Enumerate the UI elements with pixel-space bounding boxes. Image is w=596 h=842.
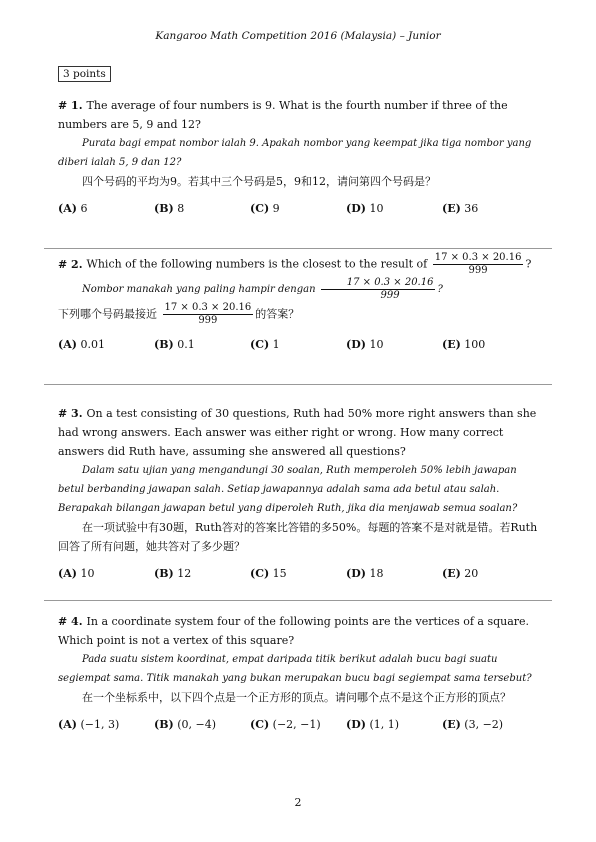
question-text-zh: 在一项试验中有30题，Ruth答对的答案比答错的多50%。每题的答案不是对就是错。若Ruth回答了所有问题，她共答对了多少题？: [58, 521, 538, 553]
option-a[interactable]: (A) 10: [58, 567, 95, 580]
answer-options: [58, 199, 538, 218]
divider: [44, 248, 552, 249]
question-number: # 1.: [58, 99, 83, 112]
answer-options: [58, 715, 538, 734]
question-2: # 2. Which of the following numbers is the closest to the result of $\frac{17 \times 0.3 \times 20.16}{999}$ ? Nombor manakah yang paling hampir dengan $\frac{17 \times 0.3 \times 20.16}{999}$ ? 下列哪个号码最接近 $\frac{17 \times 0.3 \times 20.16}{999}$ 的答案？ (A) 0.01 (B) 0.1 (C) 1 (D) 10 (E) 100: [58, 252, 548, 354]
option-d[interactable]: (D) (1, 1): [346, 718, 400, 731]
question-number: # 2.: [58, 257, 83, 271]
divider: [44, 384, 552, 385]
option-a[interactable]: (A) (−1, 3): [58, 718, 120, 731]
question-number: # 4.: [58, 615, 83, 628]
fraction-expression: $\frac{17 \times 0.3 \times 20.16}{999}$: [164, 302, 252, 326]
option-b[interactable]: (B) 8: [154, 202, 185, 215]
option-e[interactable]: (E) 36: [442, 202, 479, 215]
question-text-ms: Pada suatu sistem koordinat, empat daripada titik berikut adalah bucu bagi suatu segiempat sama. Titik manakah yang bukan merupakan bucu bagi segiempat sama tersebut?: [58, 654, 532, 684]
fraction-expression: $\frac{17 \times 0.3 \times 20.16}{999}$: [321, 277, 436, 302]
question-text-en: Which of the following numbers is the closest to the result of: [86, 257, 428, 271]
question-number: # 3.: [58, 407, 83, 420]
question-1: [58, 96, 538, 218]
question-text-zh: 下列哪个号码最接近 $\frac{17 \times 0.3 \times 20.16}{999}$ 的答案？: [58, 302, 300, 326]
answer-options: [58, 335, 548, 354]
question-text-zh: 在一个坐标系中，以下四个点是一个正方形的顶点。请问哪个点不是这个正方形的顶点？: [82, 691, 511, 704]
question-text-en: In a coordinate system four of the following points are the vertices of a square. Which point is not a vertex of this square?: [58, 615, 530, 647]
page-header: Kangaroo Math Competition 2016 (Malaysia) – Junior: [155, 30, 441, 42]
option-d[interactable]: (D) 18: [346, 567, 384, 580]
page-number: 2: [294, 796, 302, 809]
option-b[interactable]: (B) 12: [154, 567, 192, 580]
option-d[interactable]: (D) 10: [346, 338, 384, 351]
option-c[interactable]: (C) 1: [250, 338, 280, 351]
question-text-en: The average of four numbers is 9. What is the fourth number if three of the numbers are 5, 9 and 12?: [58, 99, 508, 131]
option-e[interactable]: (E) 20: [442, 567, 479, 580]
question-text-ms: Purata bagi empat nombor ialah 9. Apakah nombor yang keempat jika tiga nombor yang diberi ialah 5, 9 dan 12?: [58, 138, 532, 168]
option-c[interactable]: (C) 9: [250, 202, 280, 215]
option-b[interactable]: (B) (0, −4): [154, 718, 217, 731]
fraction-expression: $\frac{17 \times 0.3 \times 20.16}{999}$: [434, 252, 522, 276]
question-text-en: On a test consisting of 30 questions, Ruth had 50% more right answers than she had wrong answers. Each answer was either right or wrong. How many correct answers did Ruth have, assuming she answered all questions?: [58, 407, 537, 458]
question-4: [58, 612, 538, 734]
divider: [44, 600, 552, 601]
answer-options: [58, 564, 538, 583]
option-a[interactable]: (A) 0.01: [58, 338, 105, 351]
question-text-zh: 四个号码的平均为9。若其中三个号码是5，9和12，请问第四个号码是？: [82, 175, 436, 188]
question-text-ms: Nombor manakah yang paling hampir dengan $\frac{17 \times 0.3 \times 20.16}{999}$ ?: [82, 277, 443, 301]
option-e[interactable]: (E) 100: [442, 338, 486, 351]
option-e[interactable]: (E) (3, −2): [442, 718, 504, 731]
option-c[interactable]: (C) (−2, −1): [250, 718, 321, 731]
option-d[interactable]: (D) 10: [346, 202, 384, 215]
option-b[interactable]: (B) 0.1: [154, 338, 195, 351]
option-a[interactable]: (A) 6: [58, 202, 88, 215]
question-3: [58, 404, 538, 583]
points-label: 3 points: [58, 66, 111, 82]
question-text-ms: Dalam satu ujian yang mengandungi 30 soalan, Ruth memperoleh 50% lebih jawapan betul berbanding jawapan salah. Setiap jawapannya adalah sama ada betul atau salah. Berapakah bilangan jawapan betul yang diperoleh Ruth, jika dia menjawab semua soalan?: [58, 465, 518, 514]
option-c[interactable]: (C) 15: [250, 567, 287, 580]
